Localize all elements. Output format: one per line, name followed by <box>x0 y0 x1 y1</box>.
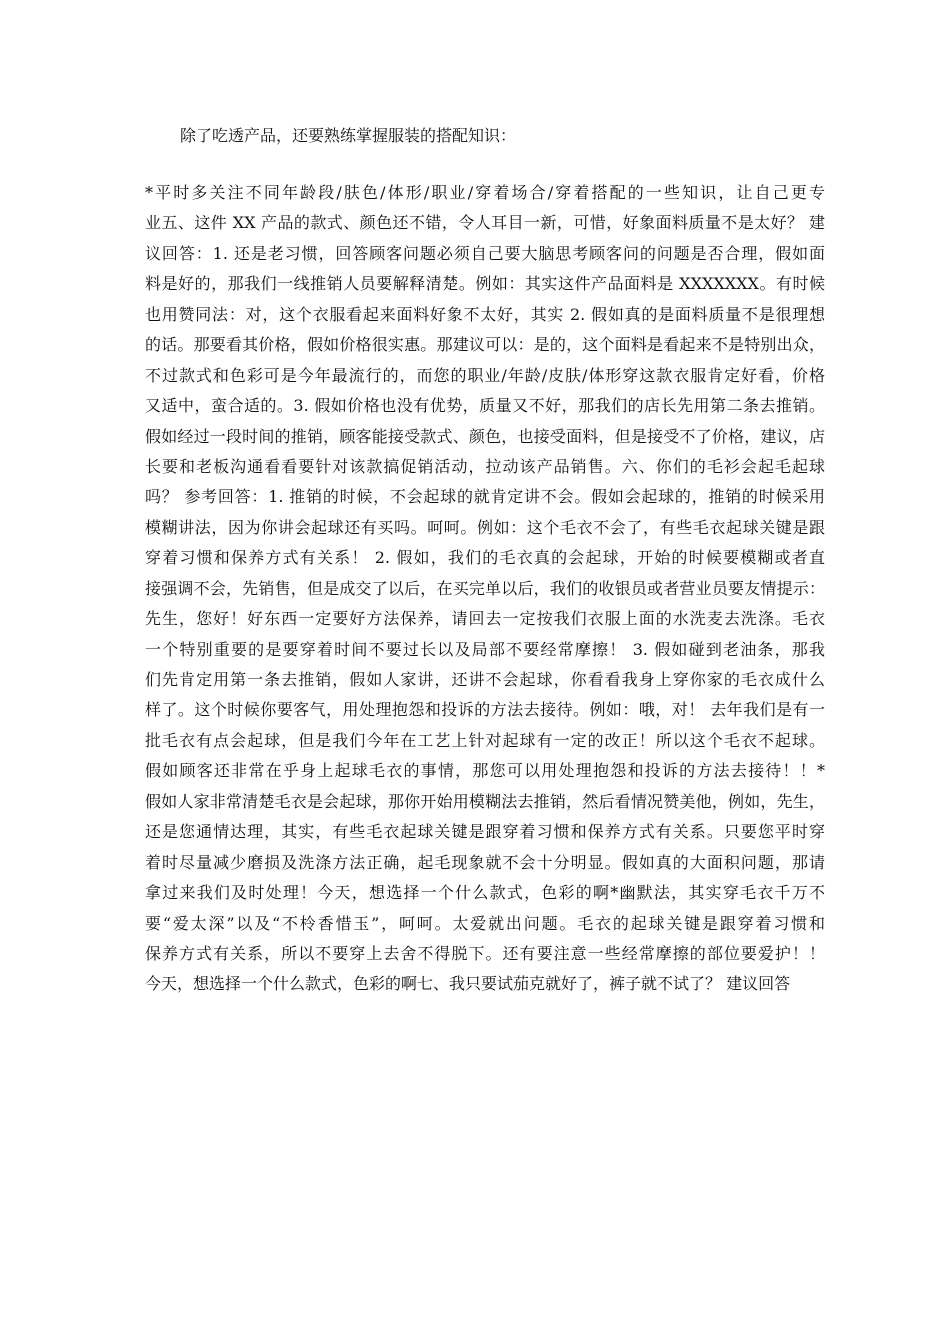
body-line: 要“爱太深”以及“不柃香惜玉”，呵呵。太爱就出问题。毛衣的起球关键是跟穿着习惯和 <box>145 913 825 933</box>
body-line: 的话。那要看其价格，假如价格很实惠。那建议可以：是的，这个面料是看起来不是特别出众， <box>145 335 825 355</box>
document-heading: 除了吃透产品，还要熟练掌握服装的搭配知识： <box>180 126 517 145</box>
body-line: 接强调不会，先销售，但是成交了以后，在买完单以后，我们的收银员或者营业员要友情提示： <box>145 578 825 598</box>
body-line: 又适中，蛮合适的。3. 假如价格也没有优势，质量又不好，那我们的店长先用第二条去推销。 <box>145 396 825 416</box>
body-line: 议回答：1. 还是老习惯，回答顾客问题必须自己要大脑思考顾客问的问题是否合理，假如面 <box>145 243 825 263</box>
body-line: 假如顾客还非常在乎身上起球毛衣的事情，那您可以用处理抱怨和投诉的方法去接待！！* <box>145 761 825 781</box>
body-line: 料是好的，那我们一线推销人员要解释清楚。例如：其实这件产品面料是 XXXXXXX。有时候 <box>145 274 825 294</box>
body-line: 先生，您好！好东西一定要好方法保养，请回去一定按我们衣服上面的水洗麦去洗涤。毛衣 <box>145 609 825 629</box>
body-line: 们先肯定用第一条去推销，假如人家讲，还讲不会起球，你看看我身上穿你家的毛衣成什么 <box>145 670 825 689</box>
body-line: 不过款式和色彩可是今年最流行的，而您的职业/年龄/皮肤/体形穿这款衣服肯定好看，价格 <box>145 365 825 385</box>
body-line: 还是您通情达理，其实，有些毛衣起球关键是跟穿着习惯和保养方式有关系。只要您平时穿 <box>145 822 825 842</box>
body-line: 今天，想选择一个什么款式，色彩的啊七、我只要试茄克就好了，裤子就不试了？ 建议回答 <box>145 974 791 994</box>
document-body <box>145 178 825 1000</box>
body-line: 假如经过一段时间的推销，顾客能接受款式、颜色，也接受面料，但是接受不了价格，建议，店 <box>145 426 825 446</box>
body-line: 批毛衣有点会起球，但是我们今年在工艺上针对起球有一定的改正！所以这个毛衣不起球。 <box>145 730 825 750</box>
body-line: 假如人家非常清楚毛衣是会起球，那你开始用模糊法去推销，然后看情况赞美他，例如，先生， <box>145 791 825 811</box>
body-line: 保养方式有关系，所以不要穿上去舍不得脱下。还有要注意一些经常摩擦的部位要爱护！！ <box>145 943 825 963</box>
body-line: 一个特别重要的是要穿着时间不要过长以及局部不要经常摩擦！ 3. 假如碰到老油条，那我 <box>145 639 825 659</box>
body-line: 样了。这个时候你要客气，用处理抱怨和投诉的方法去接待。例如：哦，对！ 去年我们是有一 <box>145 700 825 720</box>
body-line: 穿着习惯和保养方式有关系！ 2. 假如，我们的毛衣真的会起球，开始的时候要模糊或者直 <box>145 548 825 568</box>
body-line: 模糊讲法，因为你讲会起球还有买吗。呵呵。例如：这个毛衣不会了，有些毛衣起球关键是跟 <box>145 517 825 537</box>
body-line: 也用赞同法：对，这个衣服看起来面料好象不太好，其实 2. 假如真的是面料质量不是很理想 <box>145 304 825 324</box>
body-line: 业五、这件 XX 产品的款式、颜色还不错，令人耳目一新，可惜，好象面料质量不是太好？ 建 <box>145 213 825 233</box>
body-line: 吗？ 参考回答：1. 推销的时候，不会起球的就肯定讲不会。假如会起球的，推销的时候采用 <box>145 487 825 507</box>
body-line: 拿过来我们及时处理！今天，想选择一个什么款式，色彩的啊*幽默法，其实穿毛衣千万不 <box>145 883 825 903</box>
body-line: 着时尽量减少磨损及洗涤方法正确，起毛现象就不会十分明显。假如真的大面积问题，那请 <box>145 852 825 872</box>
body-line: 长要和老板沟通看看要针对该款搞促销活动，拉动该产品销售。六、你们的毛衫会起毛起球 <box>145 456 825 476</box>
body-line: *平时多关注不同年龄段/肤色/体形/职业/穿着场合/穿着搭配的一些知识，让自己更专 <box>145 183 825 202</box>
